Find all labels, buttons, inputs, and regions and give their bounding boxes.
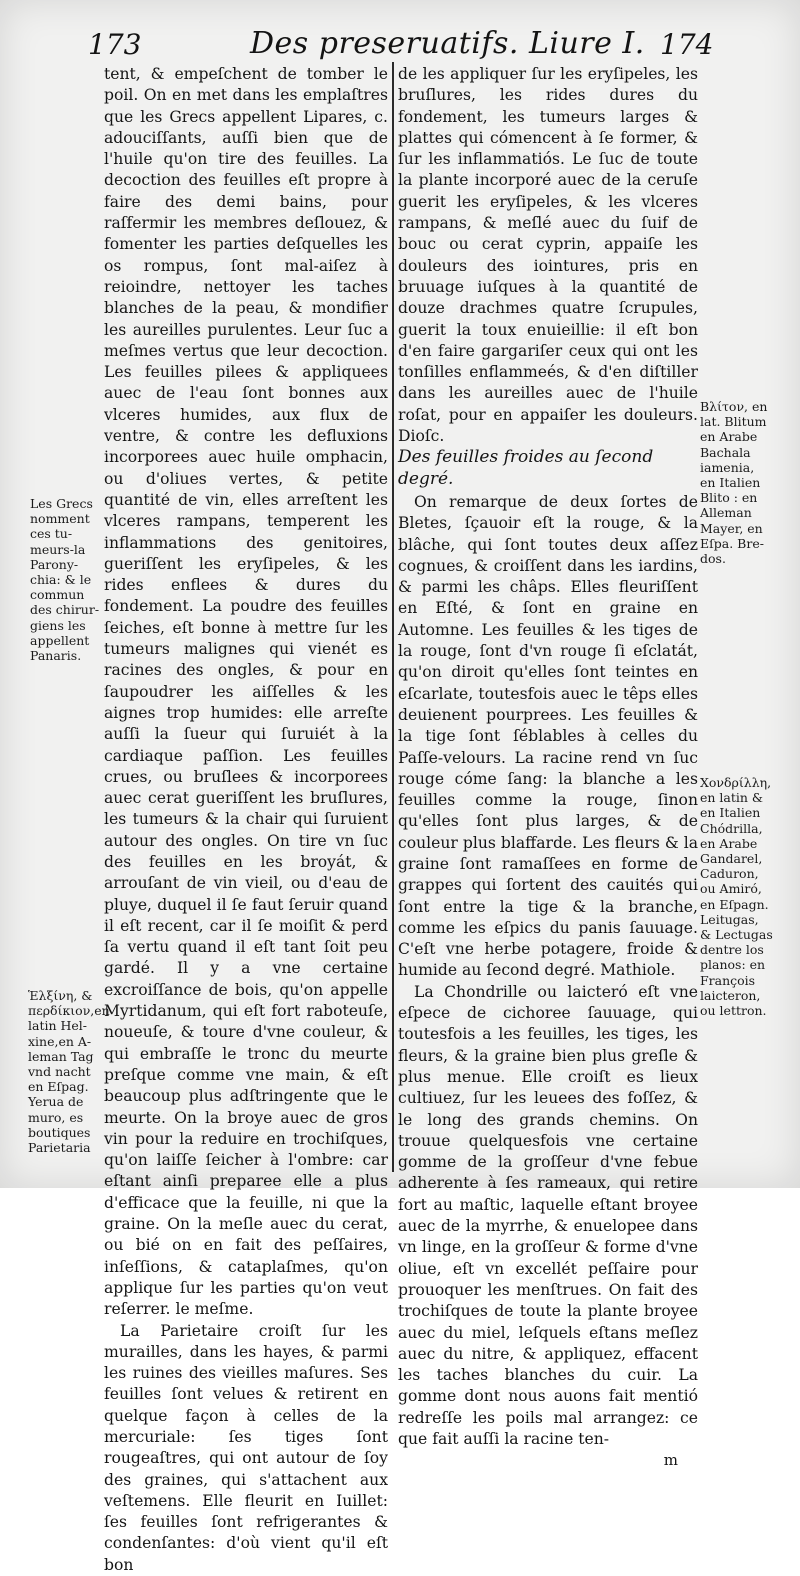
margin-note-blitum: Βλίτον, en lat. Blitum en Arabe Bachala iamenia, en Italien Blito : en Alleman Mayer, en Eſpa. Bre- dos.	[700, 399, 768, 567]
margin-note-paronychia: Les Grecs nomment ces tu- meurs-la Parony- chia: & le commun des chirur- giens les appellent Panaris.	[30, 496, 100, 664]
paragraph-chondrille: La Chondrille ou laicteró eſt vne eſpece de cichoree ſauuage, qui toutesfois a les feuilles, les tiges, les fleurs, & la graine bien plus greſle & plus menue. Elle croiſt es lieux cultiuez, ſur les leuees des foſſez, & le long des grands chemins. On trouue quelquesfois vne certaine gomme de la groſſeur d'vne febue adherente à ſes rameaux, qui retire fort au maſtic, laquelle eſtant broyee auec de la myrrhe, & enuelopee dans vn linge, en la groſſeur & forme d'vne oliue, eſt vn excellét peſſaire pour prouoquer les menſtrues. On fait des trochiſques de toute la plante broyee auec du miel, leſquels eſtans meſlez auec du nitre, & appliquez, effacent les taches blanches du cuir. La gomme dont nous auons fait mentió redreſſe les poils mal arrangez: ce que fait auſſi la racine ten-	[398, 982, 698, 1448]
paragraph-parietaria-cont: de les appliquer ſur les eryſipeles, les bruſlures, les rides dures du fondement, les tumeurs larges & plattes qui cómencent à ſe former, & ſur les inflammatiós. Le ſuc de toute la plante incorporé auec de la ceruſe guerit les eryſipeles, & les vlceres rampans, & meſlé auec du ſuif de bouc ou cerat cyprin, appaiſe les douleurs des iointures, pris en bruuage iuſques à la quantité de douze drachmes quatre ſcrupules, guerit la toux enuieillie: il eſt bon d'en faire gargariſer ceux qui ont les tonſilles enflammeés, & d'en diſtiller dans les aureilles auec de l'huile roſat, pour en appaiſer les douleurs. Dioſc.	[398, 65, 698, 446]
section-heading: Des feuilles froides au ſecond degré.	[398, 447, 654, 489]
page-number-right: 174	[660, 28, 714, 61]
column-divider	[392, 62, 394, 1172]
paragraph-parietaria: La Parietaire croiſt ſur les murailles, dans les hayes, & parmi les ruines des vieilles maſures. Ses feuilles ſont velues & retirent en quelque façon à celles de la mercuriale: ſes tiges ſont rougeaſtres, qui ont autour de ſoy des graines, qui s'attachent aux veſtemens. Elle fleurit en Iuillet: ſes feuilles ſont refrigerantes & condenſantes: d'où vient qu'il eſt bon	[104, 1321, 388, 1574]
left-text-column	[104, 64, 388, 1576]
running-title: Des preseruatifs. Liure I.	[250, 26, 645, 61]
margin-note-helxine: Ἑλξίνη, & περδίκιον,en latin Hel- xine,en A- leman Tag vnd nacht en Eſpag. Yerua de muro, es boutiques Parietaria	[28, 988, 110, 1156]
catchword: m	[663, 1451, 678, 1470]
paragraph-blette: On remarque de deux ſortes de Bletes, ſçauoir eſt la rouge, & la blâche, qui ſont toutes deux aſſez cognues, & croiſſent dans les iardins, & parmi les châps. Elles fleuriſſent en Eſté, & ſont en graine en Automne. Les feuilles & les tiges de la rouge, ſont d'vn rouge ſi eſclatát, qu'on diroit qu'elles ſont teintes en eſcarlate, toutesfois auec le têps elles deuienent pourprees. Les feuilles & la tige ſont ſéblables à celles du Paſſe-velours. La racine rend vn ſuc rouge cóme ſang: la blanche a les feuilles comme la rouge, ſinon qu'elles ſont plus larges, & de couleur plus blaffarde. Les fleurs & la graine ſont ramaſſees en forme de grappes qui ſortent des cauités qui ſont entre la tige & la branche, comme les eſpics du panis ſauuage. C'eſt vne herbe potagere, froide & humide au ſecond degré. Mathiole.	[398, 492, 698, 980]
running-header	[0, 14, 800, 66]
margin-note-chondrilla: Χονδρίλλη, en latin & en Italien Chódrilla, en Arabe Gandarel, Caduron, ou Amiró, en Eſpagn. Leitugas, & Lectugas dentre los planos: en François laicteron, ou lettron.	[700, 775, 773, 1019]
page-number-left: 173	[88, 28, 142, 61]
right-text-column	[398, 64, 698, 1472]
paragraph-myrtle: tent, & empeſchent de tomber le poil. On en met dans les emplaſtres que les Grecs appellent Lipares, c. adouciſſants, auſſi bien que de l'huile qu'on tire des feuilles. La decoction des feuilles eſt propre à faire des demi bains, pour raſfermir les membres deſlouez, & fomenter les parties deſquelles les os rompus, ſont mal-aiſez à reioindre, nettoyer les taches blanches de la peau, & mondifier les aureilles purulentes. Leur ſuc a meſmes vertus que leur decoction. Les feuilles pilees & appliquees auec de l'eau ſont bonnes aux vlceres humides, aux flux de ventre, & contre les defluxions incorporees auec huile omphacin, ou d'oliues vertes, & petite quantité de vin, elles arreſtent les vlceres rampans, temperent les inflammations des genitoires, gueriſſent les eryſipeles, & les rides enflees & dures du fondement. La poudre des feuilles ſeiches, eſt bonne à mettre ſur les tumeurs malignes qui vienét es racines des ongles, & pour en ſaupoudrer les aiſſelles & les aignes trop humides: elle arreſte auſſi la ſueur qui ſuruiét à la cardiaque paſſion. Les feuilles crues, ou bruſlees & incorporees auec cerat gueriſſent les bruſlures, les tumeurs & la chair qui ſuruient autour des ongles. On tire vn ſuc des feuilles en les broyát, & arrouſant de vin vieil, ou d'eau de pluye, duquel il ſe faut ſeruir quand il eſt recent, car il ſe moiſit & perd ſa vertu quand il eſt tant ſoit peu gardé. Il y a vne certaine excroiſſance de bois, qu'on appelle Myrtidanum, qui eſt fort raboteuſe, noueuſe, & toure d'vne couleur, & qui embraſſe le tronc du meurte preſque comme vne main, & eſt beaucoup plus adſtringente que le meurte. On la broye auec de gros vin pour la reduire en trochiſques, qu'on laiſſe ſeicher à l'ombre: car eſtant ainſi preparee elle a plus d'efficace que la feuille, ni que la graine. On la meſle auec du cerat, ou bié on en fait des peſſaires, inſeſſions, & cataplaſmes, qu'on applique ſur les parties qu'on veut reſerrer. le meſme.	[104, 65, 388, 1319]
